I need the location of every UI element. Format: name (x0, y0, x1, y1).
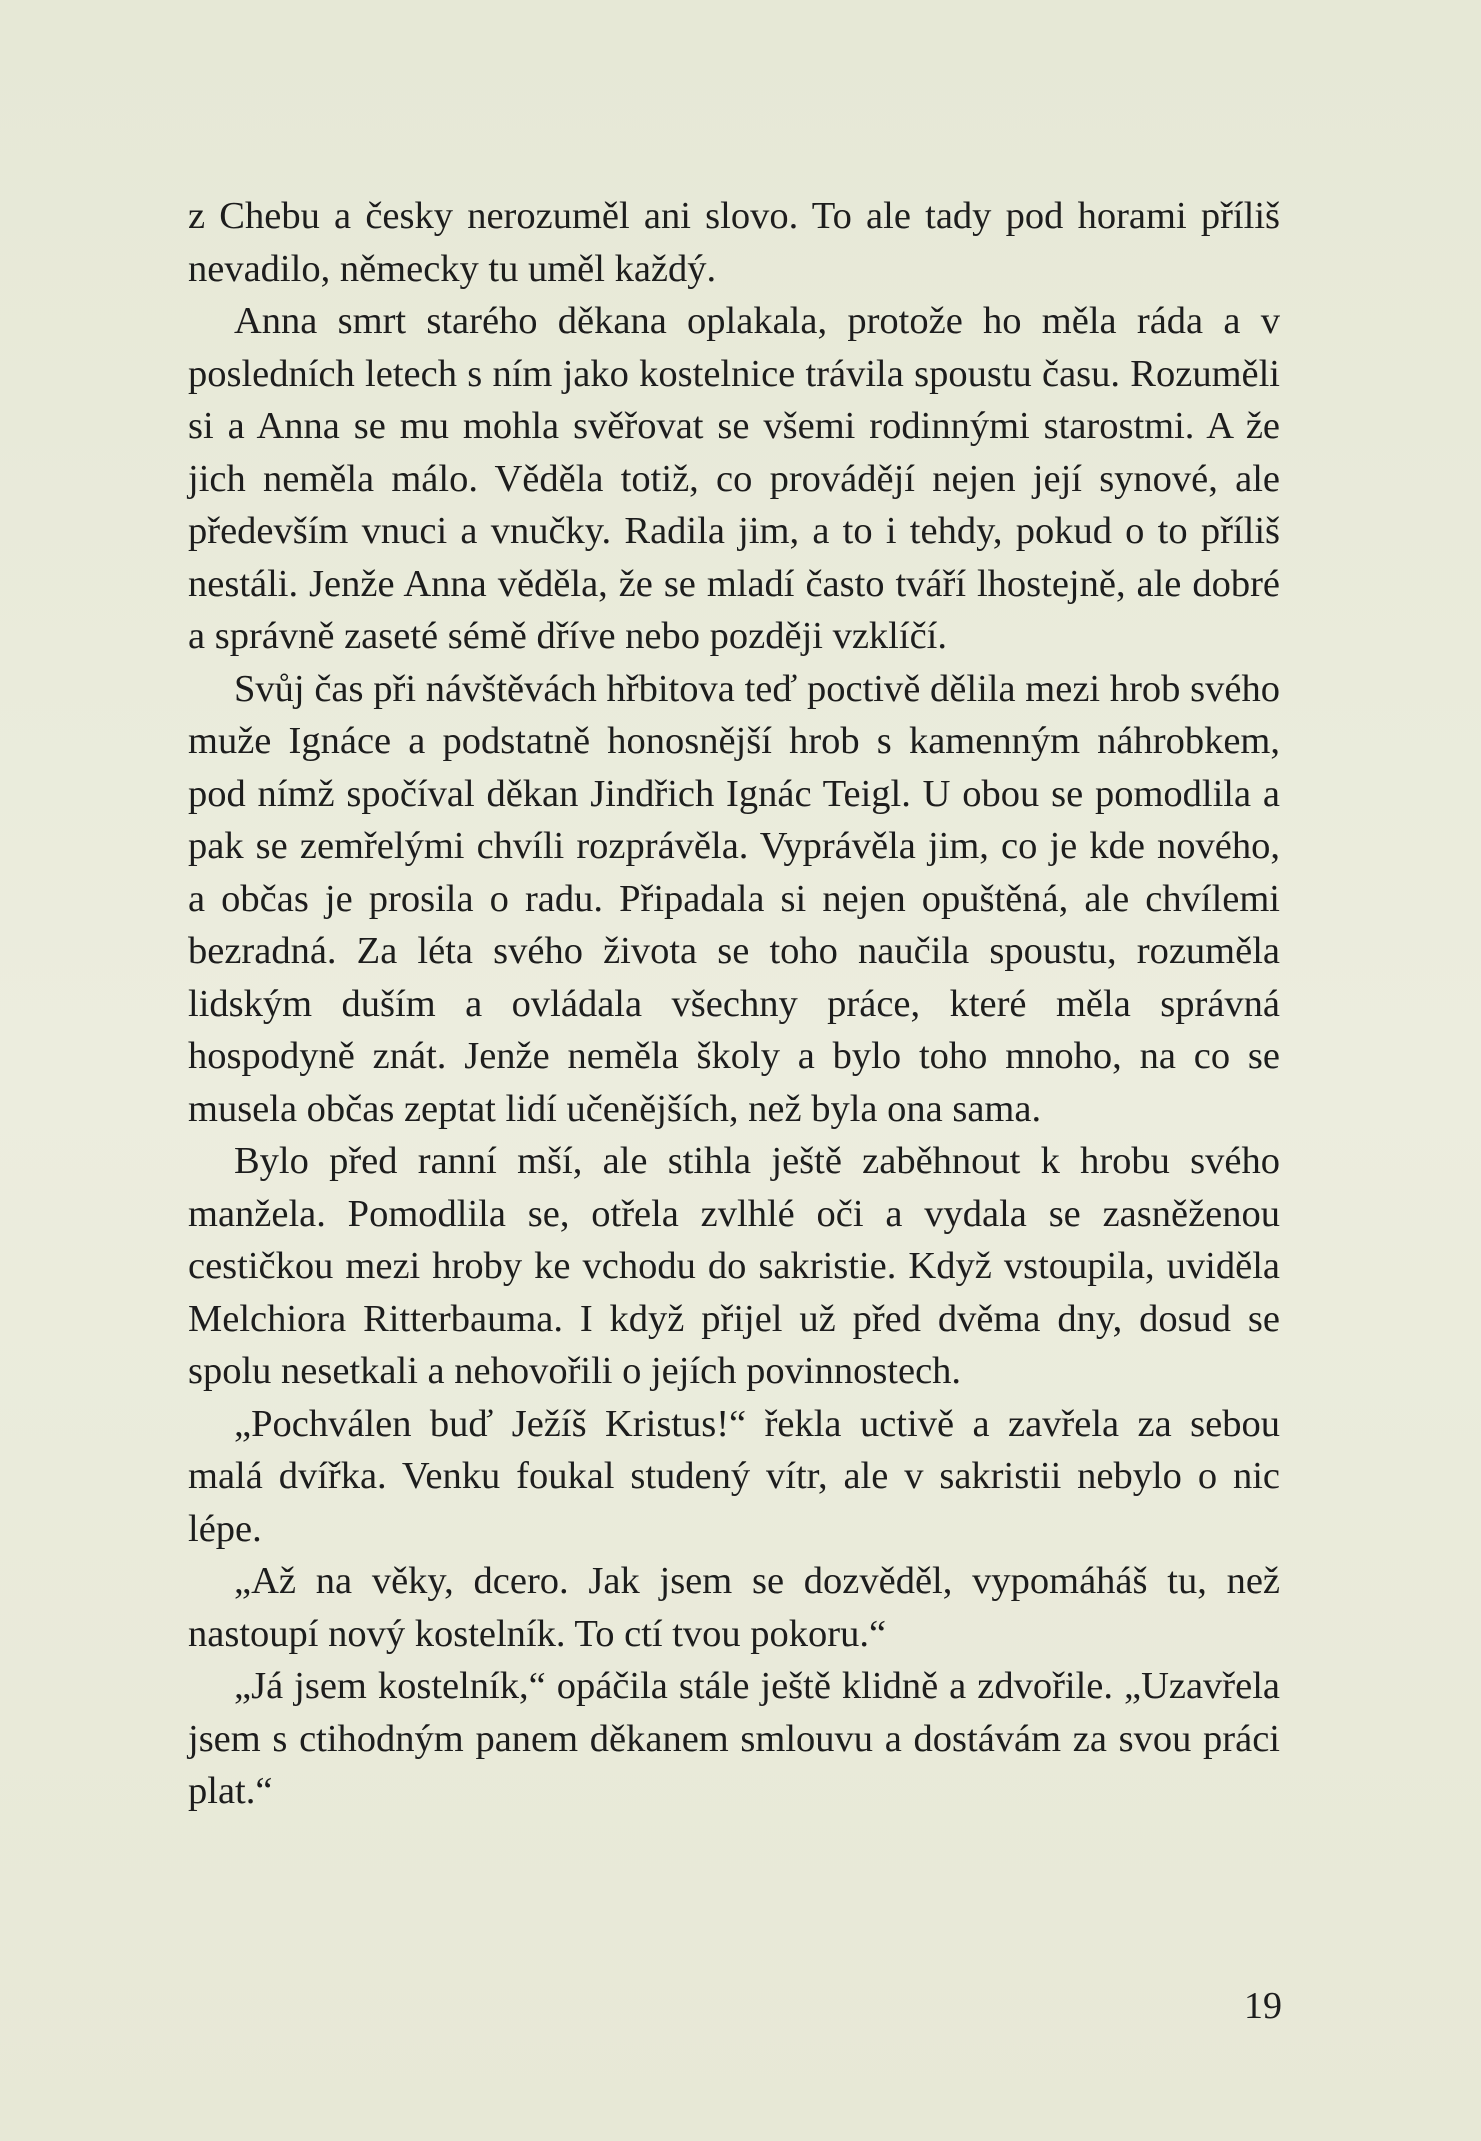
paragraph-1: z Chebu a česky nerozuměl ani slovo. To ale tady pod horami příliš nevadilo, německy tu uměl každý. (188, 195, 1280, 290)
paragraph-4: Bylo před ranní mší, ale stihla ještě zaběhnout k hrobu svého manžela. Pomodlila se, otřela zvlhlé oči a vydala se zasněženou cestičkou mezi hroby ke vchodu do sakristie. Když vstoupila, uviděla Melchiora Ritterbauma. I když přijel už před dvěma dny, dosud se spolu nesetkali a nehovořili o jejích povinnostech. (188, 1140, 1280, 1392)
paragraph-6: „Až na věky, dcero. Jak jsem se dozvěděl, vypomáháš tu, než nastoupí nový kostelník. To ctí tvou pokoru.“ (188, 1560, 1280, 1655)
paragraph-7: „Já jsem kostelník,“ opáčila stále ještě klidně a zdvořile. „Uzavřela jsem s ctihodným panem děkanem smlouvu a dostávám za svou práci plat.“ (188, 1665, 1280, 1812)
body-text (188, 190, 1280, 1818)
paragraph-3: Svůj čas při návštěvách hřbitova teď poctivě dělila mezi hrob svého muže Ignáce a podstatně honosnější hrob s kamenným náhrobkem, pod nímž spočíval děkan Jindřich Ignác Teigl. U obou se pomodlila a pak se zemřelými chvíli rozprávěla. Vyprávěla jim, co je kde nového, a občas je prosila o radu. Připadala si nejen opuštěná, ale chvílemi bezradná. Za léta svého života se toho naučila spoustu, rozuměla lidským duším a ovládala všechny práce, které měla správná hospodyně znát. Jenže neměla školy a bylo toho mnoho, na co se musela občas zeptat lidí učenějších, než byla ona sama. (188, 667, 1280, 1130)
paragraph-2: Anna smrt starého děkana oplakala, protože ho měla ráda a v posledních letech s ním jako kostelnice trávila spoustu času. Rozuměli si a Anna se mu mohla svěřovat se všemi rodinnými starostmi. A že jich neměla málo. Věděla totiž, co provádějí nejen její synové, ale především vnuci a vnučky. Radila jim, a to i tehdy, pokud o to příliš nestáli. Jenže Anna věděla, že se mladí často tváří lhostejně, ale dobré a správně zaseté sémě dříve nebo později vzklíčí. (188, 300, 1280, 657)
paragraph-5: „Pochválen buď Ježíš Kristus!“ řekla uctivě a zavřela za sebou malá dvířka. Venku foukal studený vítr, ale v sakristii nebylo o nic lépe. (188, 1402, 1280, 1550)
page-number: 19 (1244, 1985, 1282, 2027)
